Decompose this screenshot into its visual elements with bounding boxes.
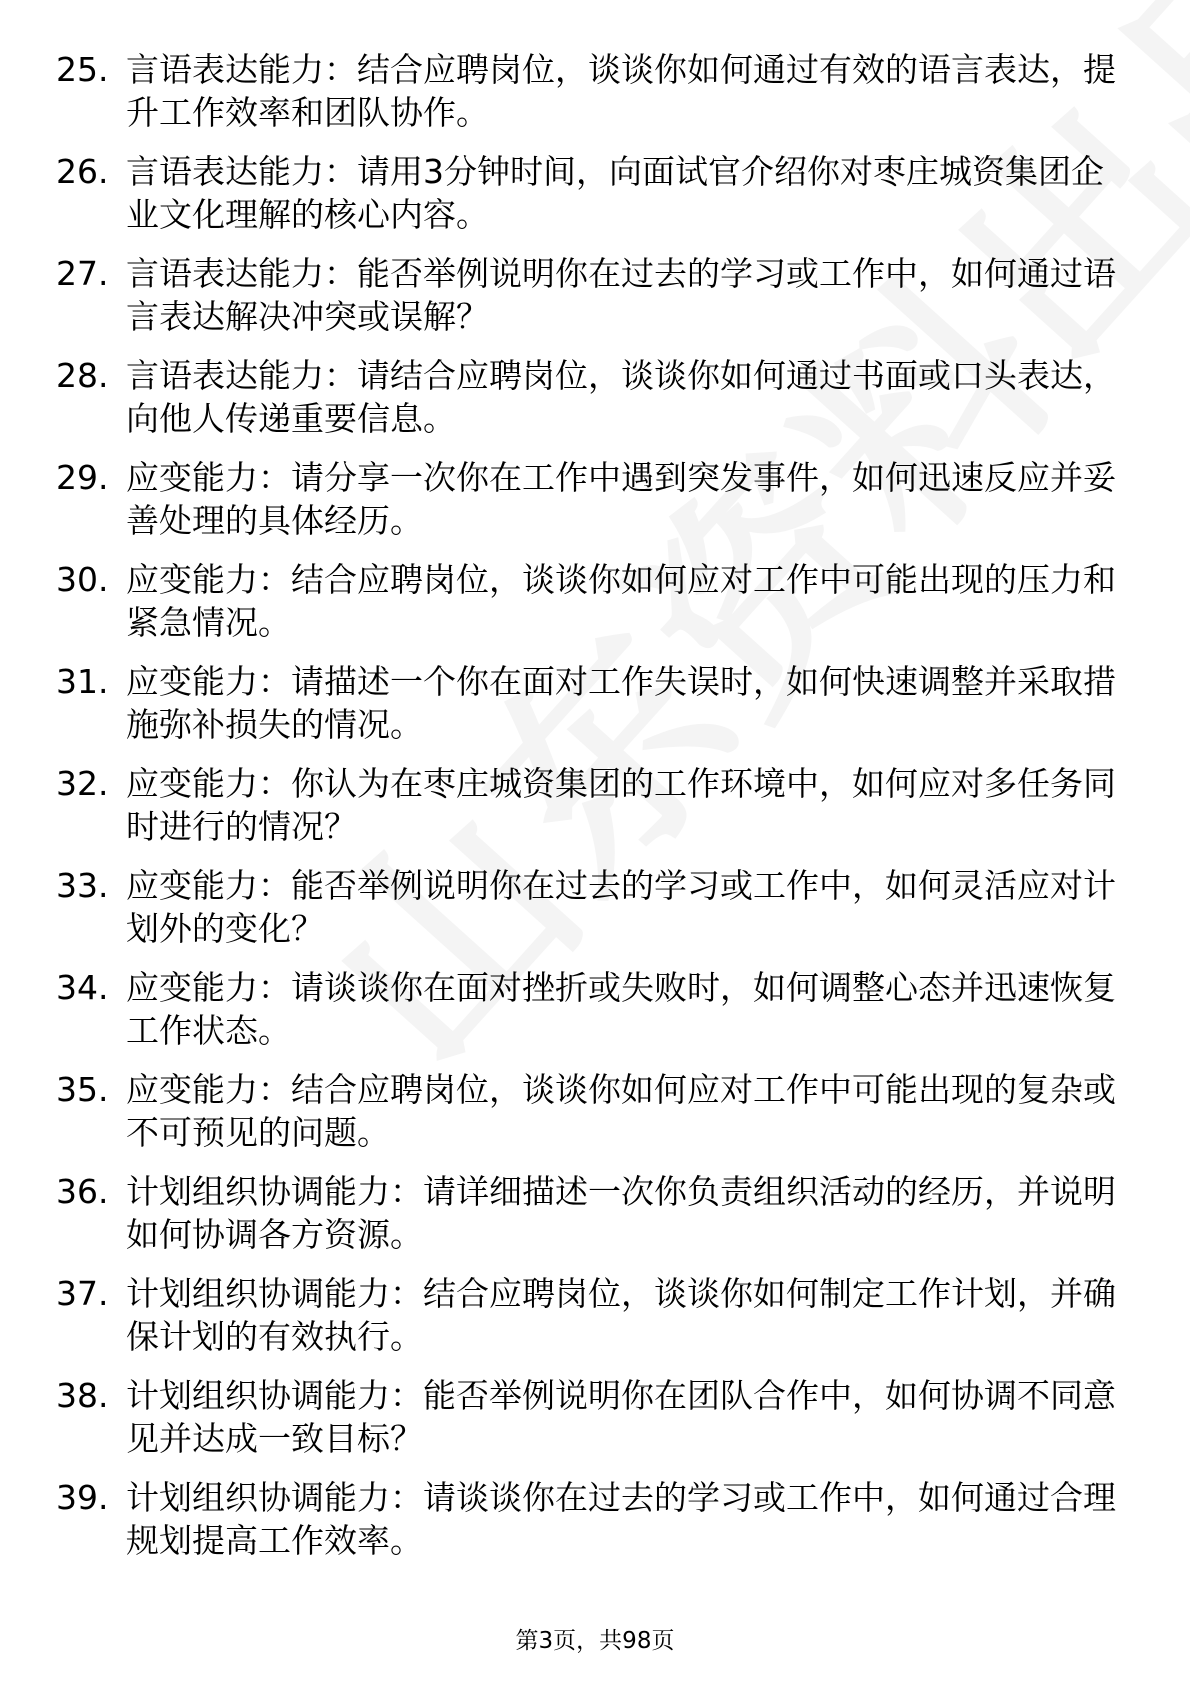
question-list (56, 48, 1136, 1578)
question-item (56, 1068, 1136, 1170)
question-number: 30. (56, 560, 109, 599)
question-number: 27. (56, 254, 109, 293)
question-number: 39. (56, 1478, 109, 1517)
question-item (56, 558, 1136, 660)
question-text: 计划组织协调能力：能否举例说明你在团队合作中，如何协调不同意见并达成一致目标？ (126, 1376, 1116, 1458)
question-text: 应变能力：能否举例说明你在过去的学习或工作中，如何灵活应对计划外的变化？ (126, 866, 1116, 948)
question-text: 应变能力：请描述一个你在面对工作失误时，如何快速调整并采取措施弥补损失的情况。 (126, 662, 1116, 744)
question-item (56, 660, 1136, 762)
question-text: 应变能力：请分享一次你在工作中遇到突发事件，如何迅速反应并妥善处理的具体经历。 (126, 458, 1116, 540)
page-number-footer: 第3页，共98页 (515, 1628, 675, 1654)
question-text: 应变能力：结合应聘岗位，谈谈你如何应对工作中可能出现的复杂或不可预见的问题。 (126, 1070, 1116, 1152)
question-number: 38. (56, 1376, 109, 1415)
question-text: 言语表达能力：请用3分钟时间，向面试官介绍你对枣庄城资集团企业文化理解的核心内容。 (126, 152, 1104, 234)
question-item (56, 48, 1136, 150)
question-number: 29. (56, 458, 109, 497)
question-text: 言语表达能力：请结合应聘岗位，谈谈你如何通过书面或口头表达，向他人传递重要信息。 (126, 356, 1116, 438)
question-text: 言语表达能力：结合应聘岗位，谈谈你如何通过有效的语言表达，提升工作效率和团队协作。 (126, 50, 1116, 132)
question-item (56, 150, 1136, 252)
question-text: 应变能力：请谈谈你在面对挫折或失败时，如何调整心态并迅速恢复工作状态。 (126, 968, 1116, 1050)
question-number: 35. (56, 1070, 109, 1109)
question-item (56, 252, 1136, 354)
question-number: 26. (56, 152, 109, 191)
question-text: 应变能力：结合应聘岗位，谈谈你如何应对工作中可能出现的压力和紧急情况。 (126, 560, 1116, 642)
question-item (56, 1272, 1136, 1374)
question-text: 计划组织协调能力：结合应聘岗位，谈谈你如何制定工作计划，并确保计划的有效执行。 (126, 1274, 1116, 1356)
question-number: 33. (56, 866, 109, 905)
question-item (56, 1476, 1136, 1578)
question-number: 36. (56, 1172, 109, 1211)
question-text: 言语表达能力：能否举例说明你在过去的学习或工作中，如何通过语言表达解决冲突或误解？ (126, 254, 1116, 336)
question-number: 34. (56, 968, 109, 1007)
question-text: 计划组织协调能力：请详细描述一次你负责组织活动的经历，并说明如何协调各方资源。 (126, 1172, 1116, 1254)
question-text: 应变能力：你认为在枣庄城资集团的工作环境中，如何应对多任务同时进行的情况？ (126, 764, 1116, 846)
question-item (56, 966, 1136, 1068)
question-item (56, 1374, 1136, 1476)
question-item (56, 762, 1136, 864)
question-item (56, 354, 1136, 456)
question-text: 计划组织协调能力：请谈谈你在过去的学习或工作中，如何通过合理规划提高工作效率。 (126, 1478, 1116, 1560)
question-number: 31. (56, 662, 109, 701)
question-item (56, 864, 1136, 966)
question-number: 37. (56, 1274, 109, 1313)
question-item (56, 456, 1136, 558)
question-number: 32. (56, 764, 109, 803)
question-item (56, 1170, 1136, 1272)
question-number: 25. (56, 50, 109, 89)
question-number: 28. (56, 356, 109, 395)
